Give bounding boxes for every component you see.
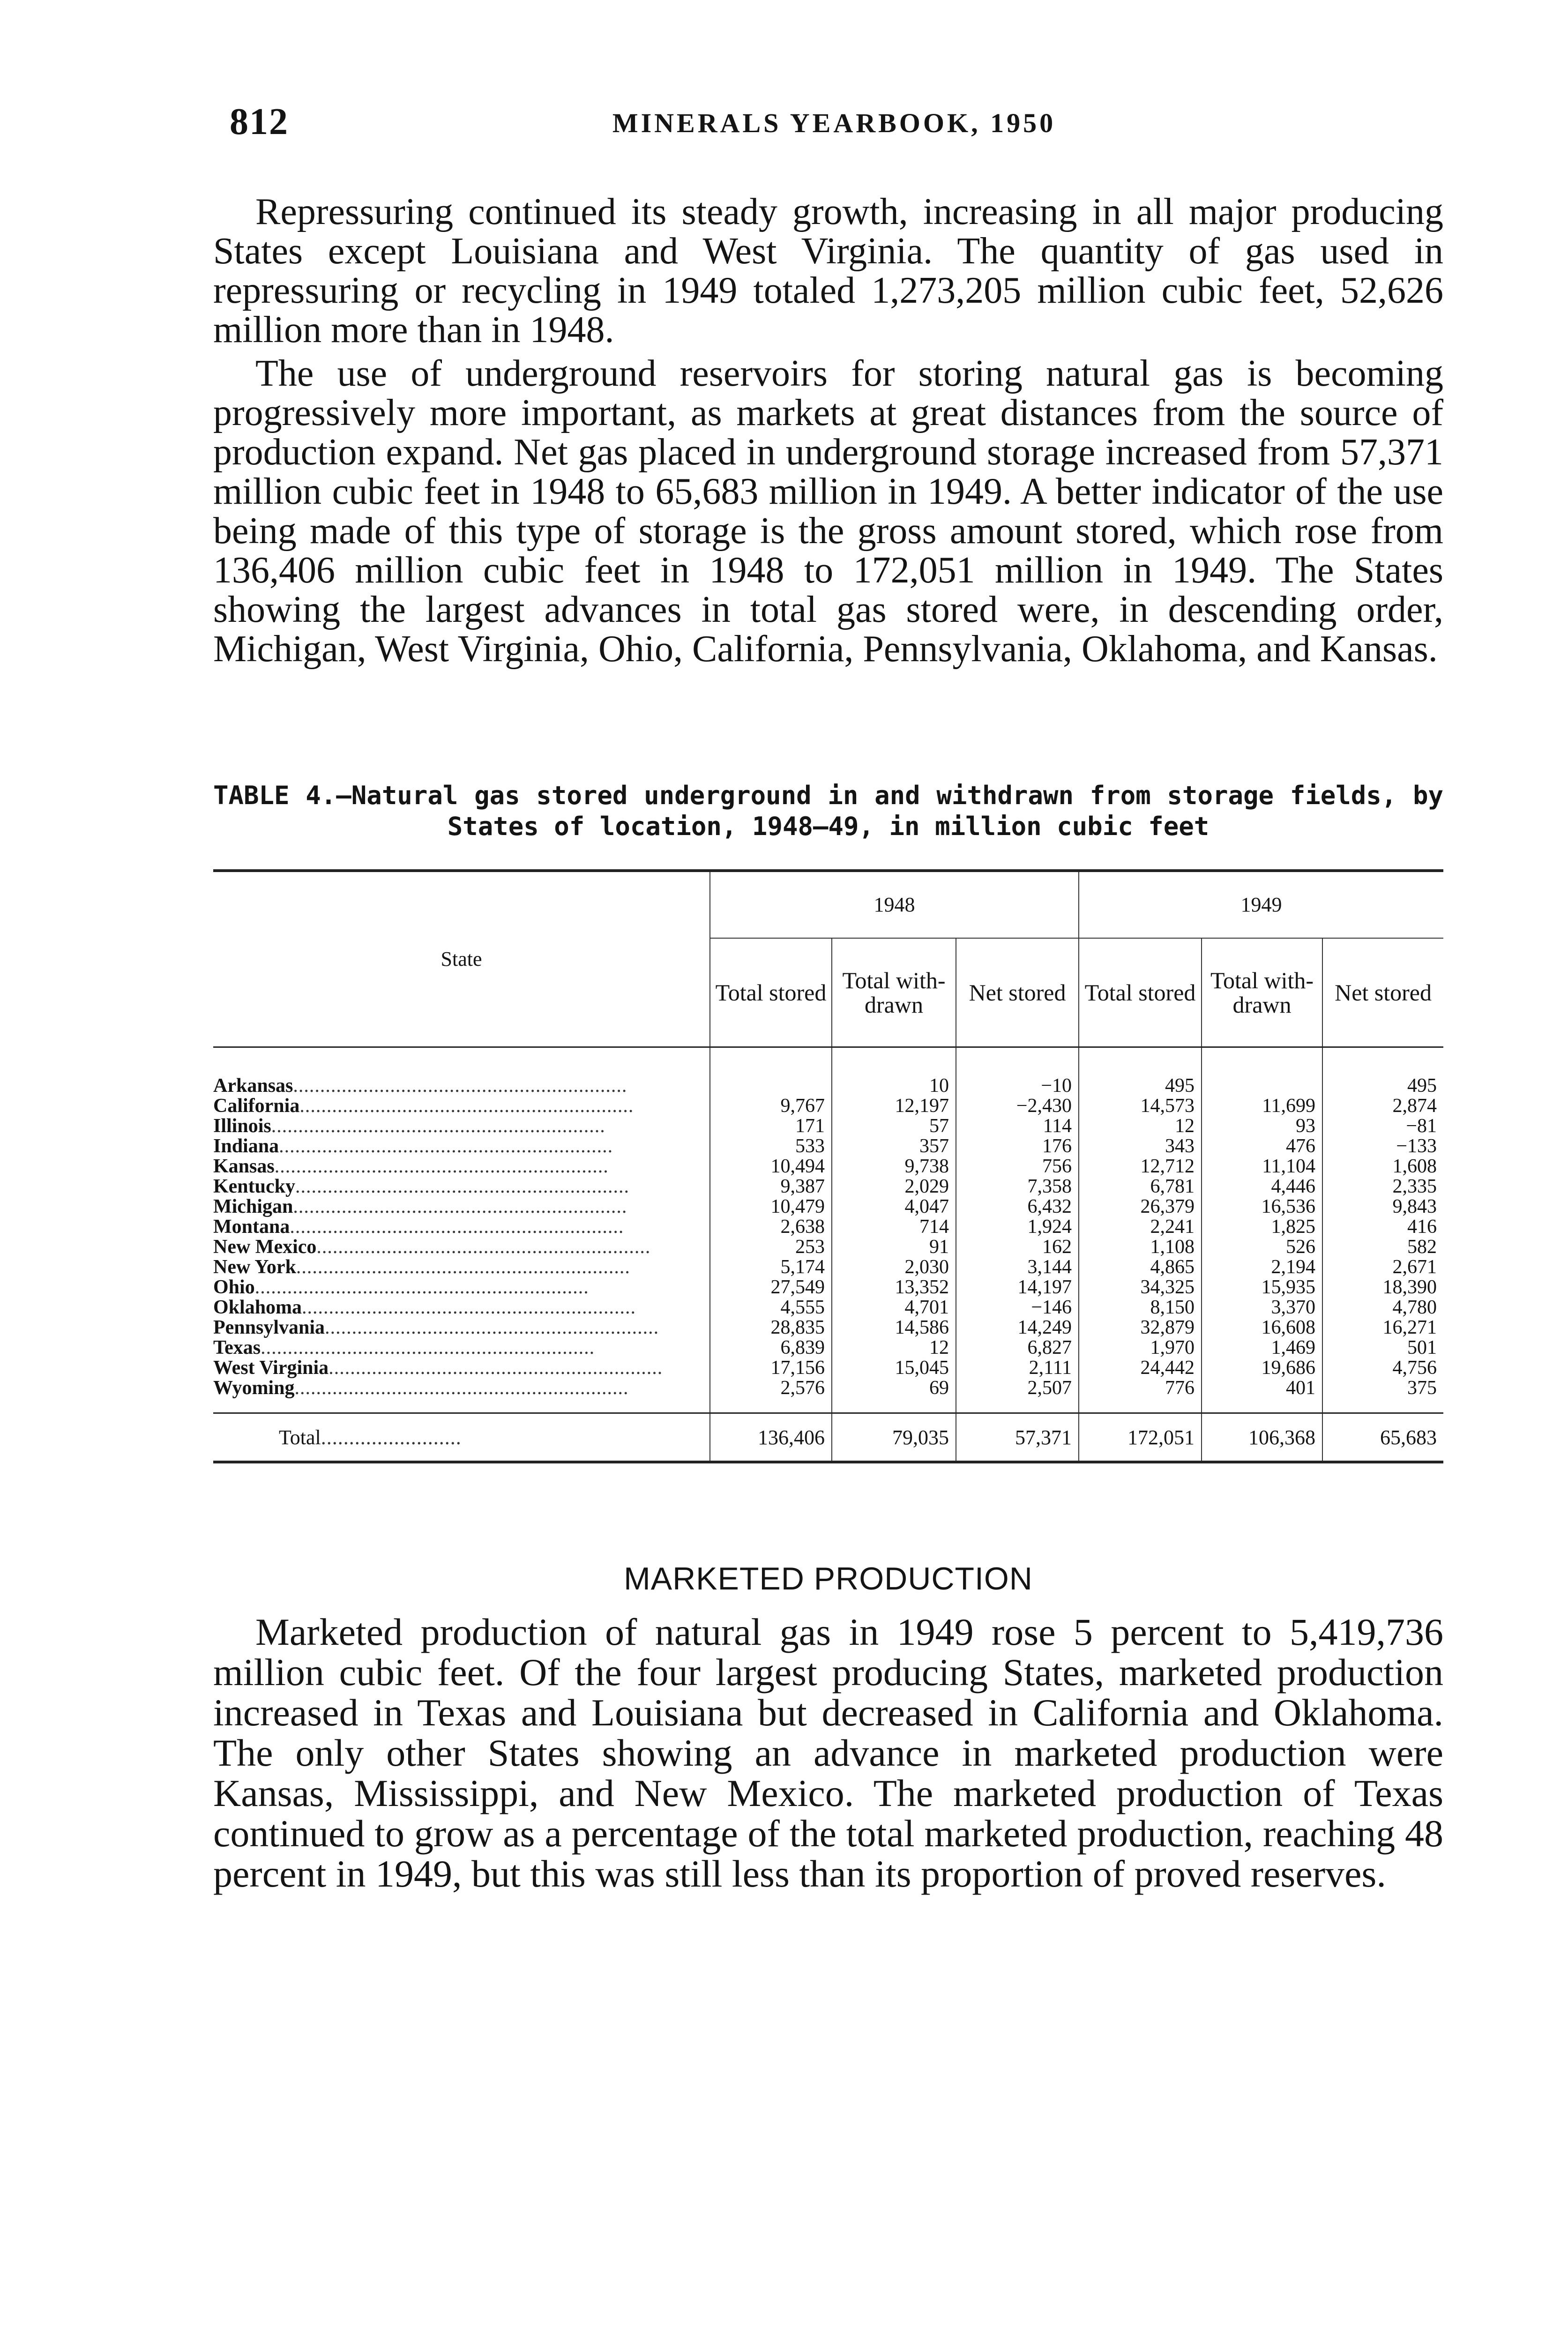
table-cell: 91 <box>832 1237 956 1257</box>
storage-table <box>213 869 1443 1463</box>
table-row <box>213 1096 1443 1116</box>
table-row <box>213 1378 1443 1413</box>
table-cell: 9,843 <box>1322 1197 1443 1217</box>
paragraph-repressuring: Repressuring continued its steady growth, increasing in all major producing States except Louisiana and West Virginia. The quantity of gas used in repressuring or recycling in 1949 totaled 1,273,205 million cubic feet, 52,626 million more than in 1948. <box>213 191 1443 351</box>
table-cell: 1,469 <box>1202 1338 1322 1358</box>
table-cell: 11,699 <box>1202 1096 1322 1116</box>
storage-table-container <box>213 869 1443 1463</box>
table-row <box>213 1338 1443 1358</box>
state-name-cell: Texas.............................................................. <box>213 1338 595 1358</box>
table-cell: 16,608 <box>1202 1318 1322 1338</box>
paragraph-marketed-production: Marketed production of natural gas in 1949 rose 5 percent to 5,419,736 million cubic feet. Of the four largest producing States, marketed production increased in Texas and Louisiana but decreased in California and Oklahoma. The only other States showing an advance in marketed production were Kansas, Mississippi, and New Mexico. The marketed production of Texas continued to grow as a percentage of the total marketed production, reaching 48 percent in 1949, but this was still less than its proportion of proved reserves. <box>213 1611 1443 1895</box>
state-name-cell: Oklahoma.............................................................. <box>213 1298 636 1318</box>
table-cell: 26,379 <box>1079 1197 1202 1217</box>
table-cell: 343 <box>1079 1136 1202 1157</box>
state-name-cell: New York.............................................................. <box>213 1257 630 1277</box>
table-cell: 2,111 <box>956 1358 1079 1378</box>
table-cell: −146 <box>956 1298 1079 1318</box>
table-cell: 375 <box>1322 1378 1443 1413</box>
state-name-cell: New Mexico.............................................................. <box>213 1237 651 1257</box>
table-cell: 3,144 <box>956 1257 1079 1277</box>
table-cell: 776 <box>1079 1378 1202 1413</box>
table-cell: 27,549 <box>710 1277 832 1298</box>
table-cell: 416 <box>1322 1217 1443 1237</box>
table-cell: 4,756 <box>1322 1358 1443 1378</box>
table-cell: 13,352 <box>832 1277 956 1298</box>
table-cell: 16,536 <box>1202 1197 1322 1217</box>
state-name-cell: Wyoming.............................................................. <box>213 1378 629 1399</box>
state-name-cell: Arkansas.............................................................. <box>213 1075 627 1096</box>
table-cell: 582 <box>1322 1237 1443 1257</box>
table-cell: 32,879 <box>1079 1318 1202 1338</box>
table-cell: 7,358 <box>956 1177 1079 1197</box>
table-cell: −10 <box>956 1047 1079 1097</box>
table-cell: 501 <box>1322 1338 1443 1358</box>
page-header <box>230 101 1439 152</box>
table-cell: 171 <box>710 1116 832 1136</box>
table-cell: 2,241 <box>1079 1217 1202 1237</box>
table-title: TABLE 4.—Natural gas stored underground in and withdrawn from storage fields, by States of location, 1948–49, in million cubic feet <box>213 781 1443 841</box>
table-cell: 2,194 <box>1202 1257 1322 1277</box>
table-cell: 24,442 <box>1079 1358 1202 1378</box>
table-cell: 16,271 <box>1322 1318 1443 1338</box>
table-cell: 2,874 <box>1322 1096 1443 1116</box>
table-cell: 9,738 <box>832 1157 956 1177</box>
table-cell: 11,104 <box>1202 1157 1322 1177</box>
table-row <box>213 1116 1443 1136</box>
table-cell: 4,047 <box>832 1197 956 1217</box>
table-cell: 533 <box>710 1136 832 1157</box>
table-cell: 12,197 <box>832 1096 956 1116</box>
table-cell: 18,390 <box>1322 1277 1443 1298</box>
year-header-1949: 1949 <box>1079 871 1443 938</box>
table-row <box>213 1157 1443 1177</box>
table-total-row <box>213 1413 1443 1463</box>
table-cell: 3,370 <box>1202 1298 1322 1318</box>
table-cell: 176 <box>956 1136 1079 1157</box>
table-cell: 14,197 <box>956 1277 1079 1298</box>
table-row <box>213 1277 1443 1298</box>
table-cell: 1,924 <box>956 1217 1079 1237</box>
total-cell: 79,035 <box>832 1413 956 1463</box>
table-cell: 2,030 <box>832 1257 956 1277</box>
table-cell: 114 <box>956 1116 1079 1136</box>
table-cell: 4,865 <box>1079 1257 1202 1277</box>
table-cell: 17,156 <box>710 1358 832 1378</box>
table-row <box>213 1318 1443 1338</box>
table-cell: −133 <box>1322 1136 1443 1157</box>
section-heading: MARKETED PRODUCTION <box>624 1561 1033 1597</box>
table-cell: 4,780 <box>1322 1298 1443 1318</box>
table-cell: 12,712 <box>1079 1157 1202 1177</box>
table-cell: 6,827 <box>956 1338 1079 1358</box>
subheader-total-stored-1949: Total stored <box>1079 938 1202 1047</box>
table-total <box>213 1413 1443 1463</box>
table-cell: 57 <box>832 1116 956 1136</box>
table-cell: 14,249 <box>956 1318 1079 1338</box>
table-row <box>213 1047 1443 1097</box>
table-cell: 253 <box>710 1237 832 1257</box>
total-cell: 136,406 <box>710 1413 832 1463</box>
table-cell: 6,781 <box>1079 1177 1202 1197</box>
table-row <box>213 1257 1443 1277</box>
paragraph-underground-storage: The use of underground reservoirs for storing natural gas is becoming progressively more important, as markets at great distances from the source of production expand. Net gas placed in underground storage increased from 57,371 million cubic feet in 1948 to 65,683 million in 1949. A better indicator of the use being made of this type of storage is the gross amount stored, which rose from 136,406 million cubic feet in 1948 to 172,051 million in 1949. The States showing the largest advances in total gas stored were, in descending order, Michigan, West Virginia, Ohio, California, Pennsylvania, Oklahoma, and Kansas. <box>213 353 1443 670</box>
table-cell: 4,701 <box>832 1298 956 1318</box>
table-cell <box>1202 1047 1322 1097</box>
state-name-cell: West Virginia.............................................................. <box>213 1358 663 1378</box>
table-cell: 1,825 <box>1202 1217 1322 1237</box>
table-cell: 9,767 <box>710 1096 832 1116</box>
table-cell: 1,608 <box>1322 1157 1443 1177</box>
page-number: 812 <box>230 101 289 142</box>
table-cell: 714 <box>832 1217 956 1237</box>
state-column-header: State <box>213 871 710 1047</box>
table-cell: 2,671 <box>1322 1257 1443 1277</box>
table-cell: 4,555 <box>710 1298 832 1318</box>
table-cell: −81 <box>1322 1116 1443 1136</box>
table-cell: 69 <box>832 1378 956 1413</box>
state-name-cell: Pennsylvania.............................................................. <box>213 1318 659 1338</box>
total-cell: 65,683 <box>1322 1413 1443 1463</box>
table-cell: 4,446 <box>1202 1177 1322 1197</box>
table-cell: 12 <box>832 1338 956 1358</box>
state-name-cell: Kansas.............................................................. <box>213 1157 609 1177</box>
table-cell <box>710 1047 832 1097</box>
table-cell: 2,029 <box>832 1177 956 1197</box>
table-cell: 10 <box>832 1047 956 1097</box>
table-cell: 19,686 <box>1202 1358 1322 1378</box>
table-cell: 495 <box>1322 1047 1443 1097</box>
table-row <box>213 1217 1443 1237</box>
total-cell: 57,371 <box>956 1413 1079 1463</box>
state-name-cell: Kentucky.............................................................. <box>213 1177 630 1197</box>
table-cell: 5,174 <box>710 1257 832 1277</box>
table-row <box>213 1136 1443 1157</box>
table-cell: 2,335 <box>1322 1177 1443 1197</box>
subheader-total-withdrawn-1949: Total with-drawn <box>1202 938 1322 1047</box>
table-cell: 162 <box>956 1237 1079 1257</box>
table-cell: 2,638 <box>710 1217 832 1237</box>
total-cell: 106,368 <box>1202 1413 1322 1463</box>
table-cell: 15,935 <box>1202 1277 1322 1298</box>
total-cell: 172,051 <box>1079 1413 1202 1463</box>
table-cell: 495 <box>1079 1047 1202 1097</box>
table-cell: 526 <box>1202 1237 1322 1257</box>
state-name-cell: Indiana.............................................................. <box>213 1136 613 1157</box>
table-cell: 8,150 <box>1079 1298 1202 1318</box>
subheader-net-stored-1948: Net stored <box>956 938 1079 1047</box>
table-cell: 10,479 <box>710 1197 832 1217</box>
year-header-1948: 1948 <box>710 871 1079 938</box>
table-cell: 93 <box>1202 1116 1322 1136</box>
table-cell: 2,507 <box>956 1378 1079 1413</box>
table-cell: 14,586 <box>832 1318 956 1338</box>
table-cell: 28,835 <box>710 1318 832 1338</box>
table-cell: 15,045 <box>832 1358 956 1378</box>
table-cell: 10,494 <box>710 1157 832 1177</box>
table-cell: 9,387 <box>710 1177 832 1197</box>
state-name-cell: Ohio.............................................................. <box>213 1277 589 1298</box>
state-name-cell: California.............................................................. <box>213 1096 634 1116</box>
table-cell: 6,839 <box>710 1338 832 1358</box>
table-cell: 756 <box>956 1157 1079 1177</box>
state-name-cell: Michigan.............................................................. <box>213 1197 627 1217</box>
table-row <box>213 1298 1443 1318</box>
table-cell: 476 <box>1202 1136 1322 1157</box>
table-row <box>213 1177 1443 1197</box>
table-row <box>213 1358 1443 1378</box>
subheader-total-withdrawn-1948: Total with-drawn <box>832 938 956 1047</box>
state-name-cell: Illinois.............................................................. <box>213 1116 605 1136</box>
table-cell: 34,325 <box>1079 1277 1202 1298</box>
state-name-cell: Montana.............................................................. <box>213 1217 624 1237</box>
table-cell: 14,573 <box>1079 1096 1202 1116</box>
table-cell: 357 <box>832 1136 956 1157</box>
table-cell: 1,108 <box>1079 1237 1202 1257</box>
table-cell: 401 <box>1202 1378 1322 1413</box>
table-cell: 12 <box>1079 1116 1202 1136</box>
table-row <box>213 1197 1443 1217</box>
table-cell: 6,432 <box>956 1197 1079 1217</box>
table-cell: 2,576 <box>710 1378 832 1413</box>
total-label: Total......................... <box>213 1413 710 1463</box>
table-row <box>213 1237 1443 1257</box>
subheader-total-stored-1948: Total stored <box>710 938 832 1047</box>
running-title: MINERALS YEARBOOK, 1950 <box>612 108 1056 138</box>
table-body <box>213 1047 1443 1413</box>
subheader-net-stored-1949: Net stored <box>1322 938 1443 1047</box>
table-cell: −2,430 <box>956 1096 1079 1116</box>
table-cell: 1,970 <box>1079 1338 1202 1358</box>
